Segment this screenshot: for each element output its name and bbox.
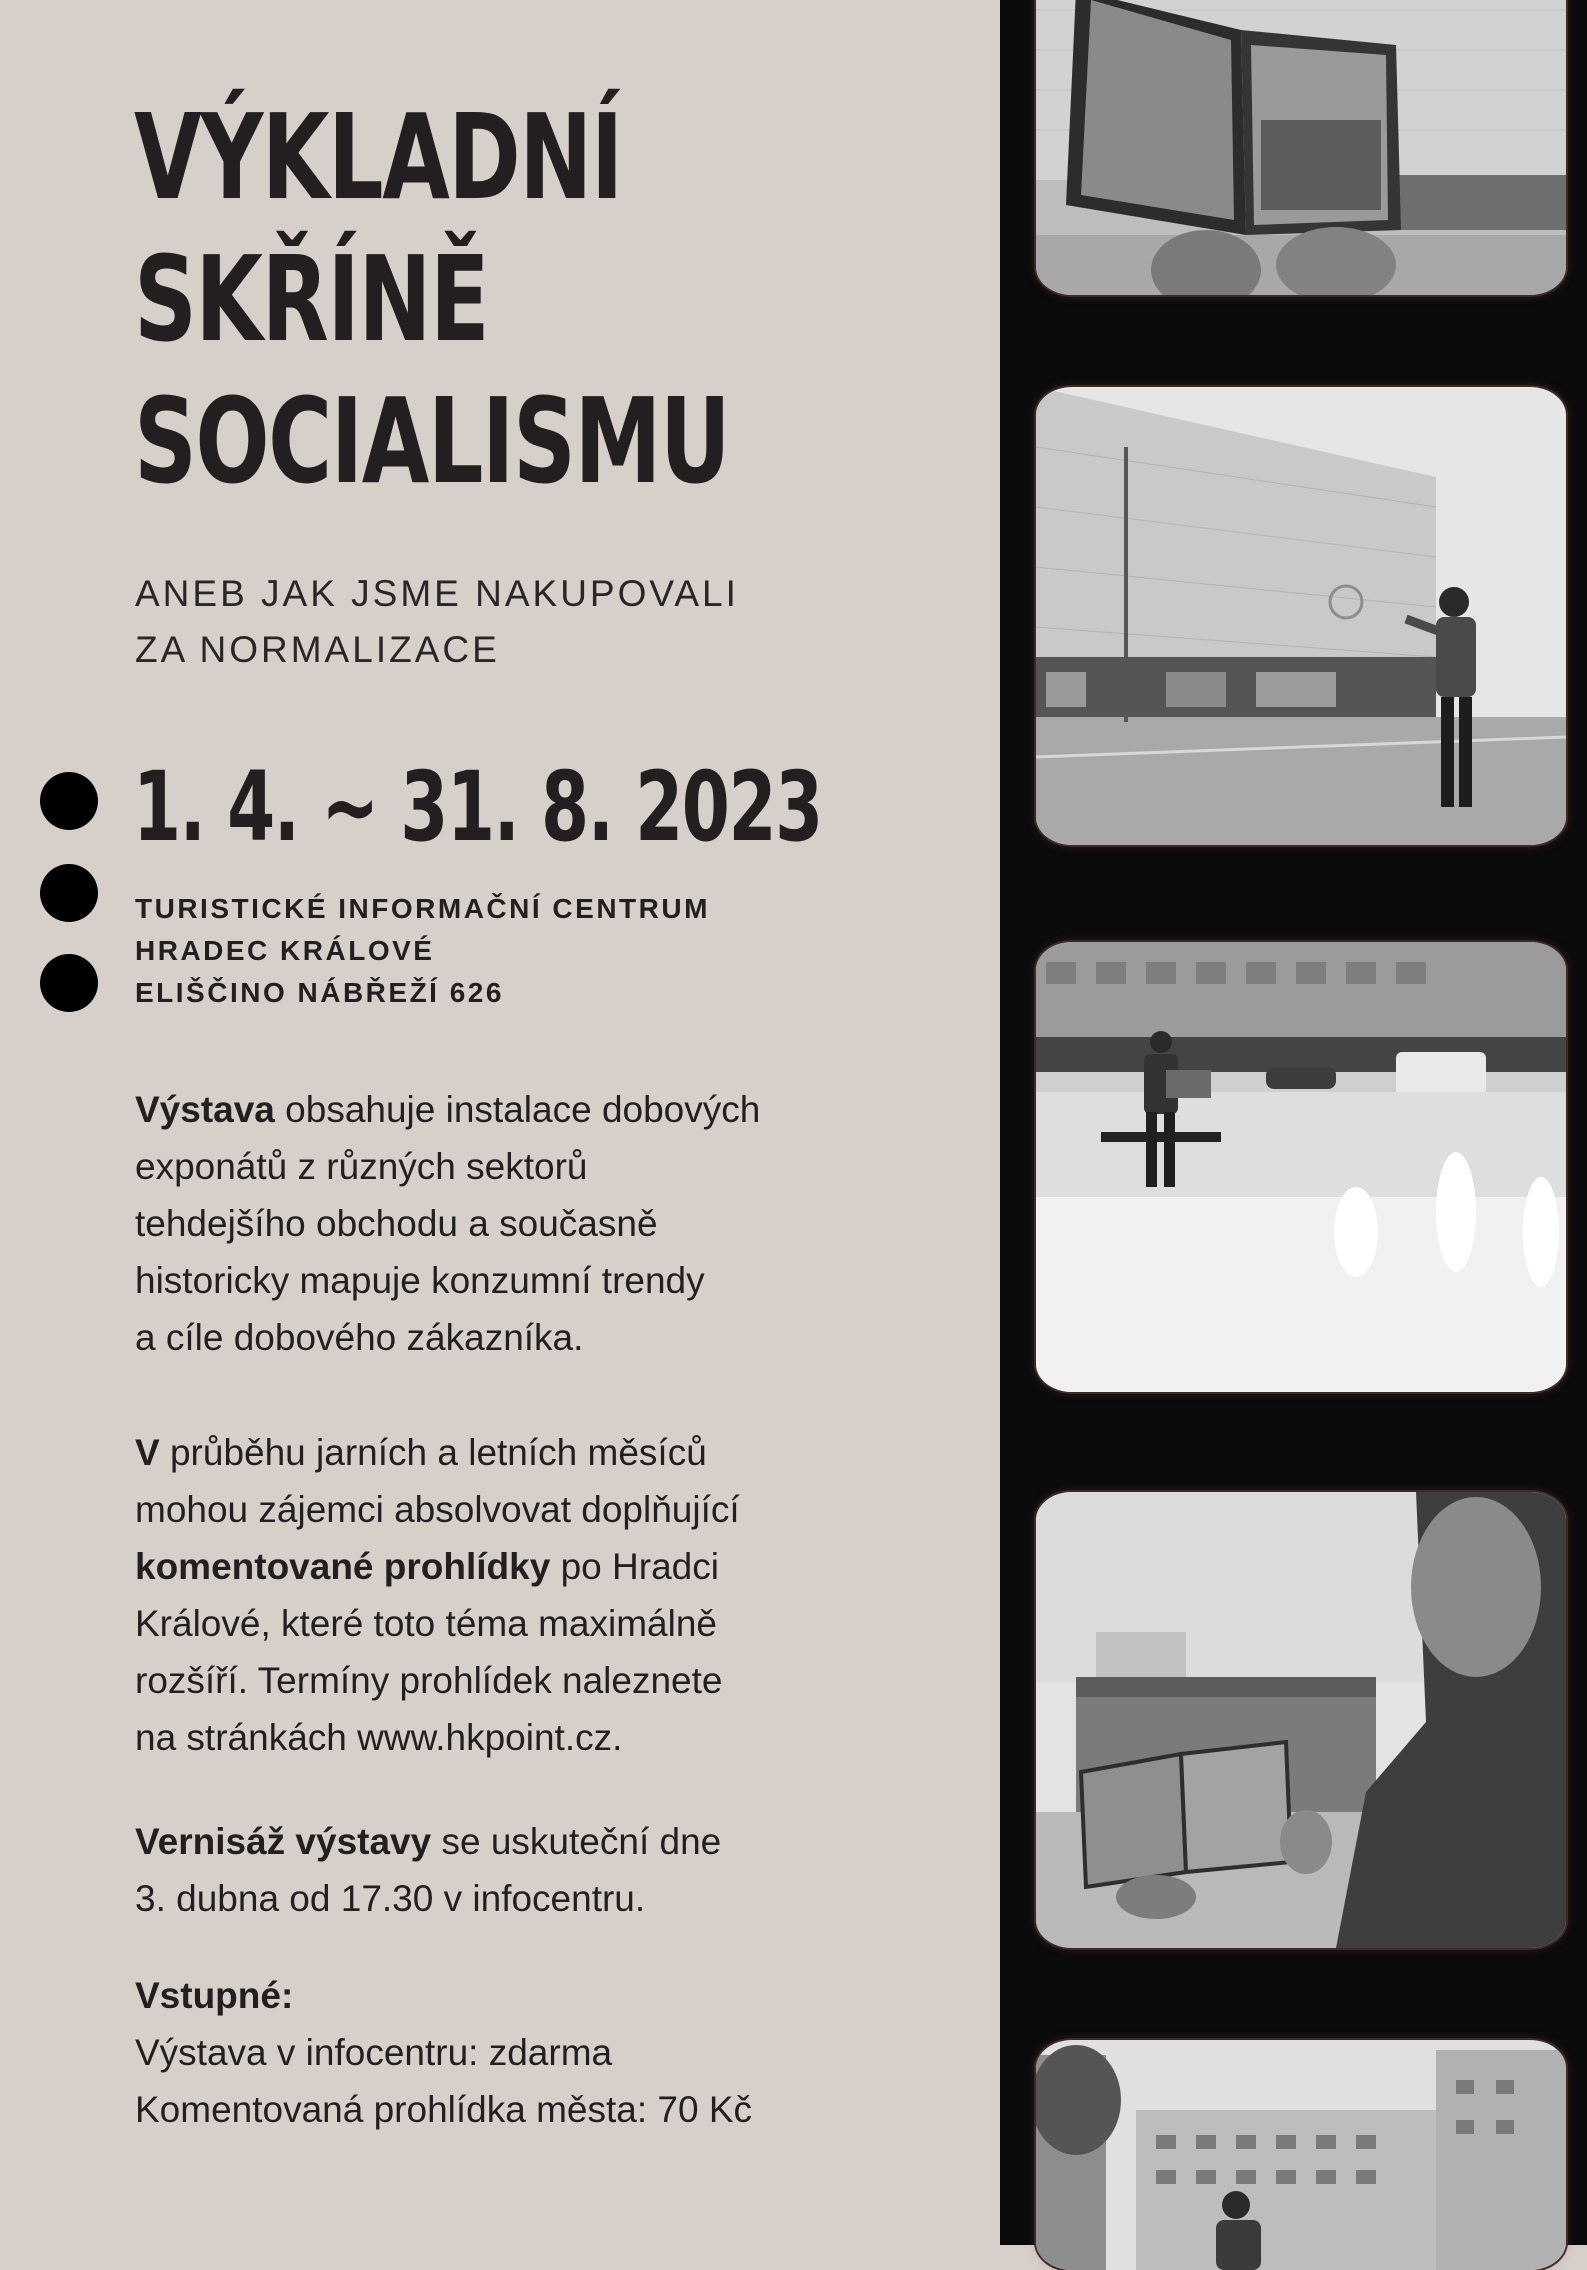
title-line-2: SKŘÍNĚ <box>134 230 489 368</box>
bullet-dot-3 <box>40 954 98 1012</box>
tours-line-3: po Hradci <box>550 1546 719 1587</box>
subtitle <box>135 566 739 678</box>
tours-bold-guided: komentované prohlídky <box>135 1546 551 1587</box>
photo-open-book-street-icon <box>1036 0 1566 295</box>
tours-line-1: průběhu jarních a letních měsíců <box>159 1432 707 1473</box>
exhibition-line-4: historicky mapuje konzumní trendy <box>135 1260 705 1301</box>
photo-man-apartment-blocks-icon <box>1036 2040 1566 2270</box>
exhibition-line-2: exponátů z různých sektorů <box>135 1146 588 1187</box>
exhibition-line-5: a cíle dobového zákazníka. <box>135 1317 584 1358</box>
admission-section <box>135 1967 752 2138</box>
poster-title <box>134 86 729 512</box>
vernissage-line-2: 3. dubna od 17.30 v infocentru. <box>135 1878 646 1919</box>
photo-man-holding-book-atrium-icon <box>1036 1492 1566 1948</box>
vernissage-bold: Vernisáž výstavy <box>135 1821 432 1862</box>
vernissage-line-1: se uskuteční dne <box>431 1821 722 1862</box>
exhibition-line-1: obsahuje instalace dobových <box>274 1089 761 1130</box>
exhibition-paragraph <box>135 1081 760 1366</box>
tours-line-6: na stránkách www.hkpoint.cz. <box>135 1717 623 1758</box>
bullet-dot-2 <box>40 864 98 922</box>
vernissage-paragraph <box>135 1813 721 1927</box>
tours-paragraph <box>135 1424 740 1766</box>
photo-man-fountain-square-icon <box>1036 942 1566 1392</box>
tours-line-5: rozšíří. Termíny prohlídek naleznete <box>135 1660 723 1701</box>
bullet-dot-1 <box>40 772 98 830</box>
photo-man-department-store-icon <box>1036 387 1566 845</box>
admission-heading: Vstupné: <box>135 1975 294 2016</box>
venue-line-2: HRADEC KRÁLOVÉ <box>135 935 435 966</box>
exhibition-bold: Výstava <box>135 1089 275 1130</box>
tours-bold-v: V <box>135 1432 160 1473</box>
subtitle-line-2: ZA NORMALIZACE <box>135 629 500 670</box>
venue-line-3: ELIŠČINO NÁBŘEŽÍ 626 <box>135 977 504 1008</box>
admission-line-2: Komentovaná prohlídka města: 70 Kč <box>135 2089 753 2130</box>
exhibition-line-3: tehdejšího obchodu a současně <box>135 1203 658 1244</box>
title-line-3: SOCIALISMU <box>134 372 730 510</box>
event-date: 1. 4. ~ 31. 8. 2023 <box>133 751 822 863</box>
tours-line-2: mohou zájemci absolvovat doplňující <box>135 1489 740 1530</box>
venue-address <box>135 888 710 1014</box>
venue-line-1: TURISTICKÉ INFORMAČNÍ CENTRUM <box>135 893 710 924</box>
admission-line-1: Výstava v infocentru: zdarma <box>135 2032 613 2073</box>
tours-line-4: Králové, které toto téma maximálně <box>135 1603 717 1644</box>
subtitle-line-1: ANEB JAK JSME NAKUPOVALI <box>135 573 739 614</box>
title-line-1: VÝKLADNÍ <box>134 88 622 226</box>
